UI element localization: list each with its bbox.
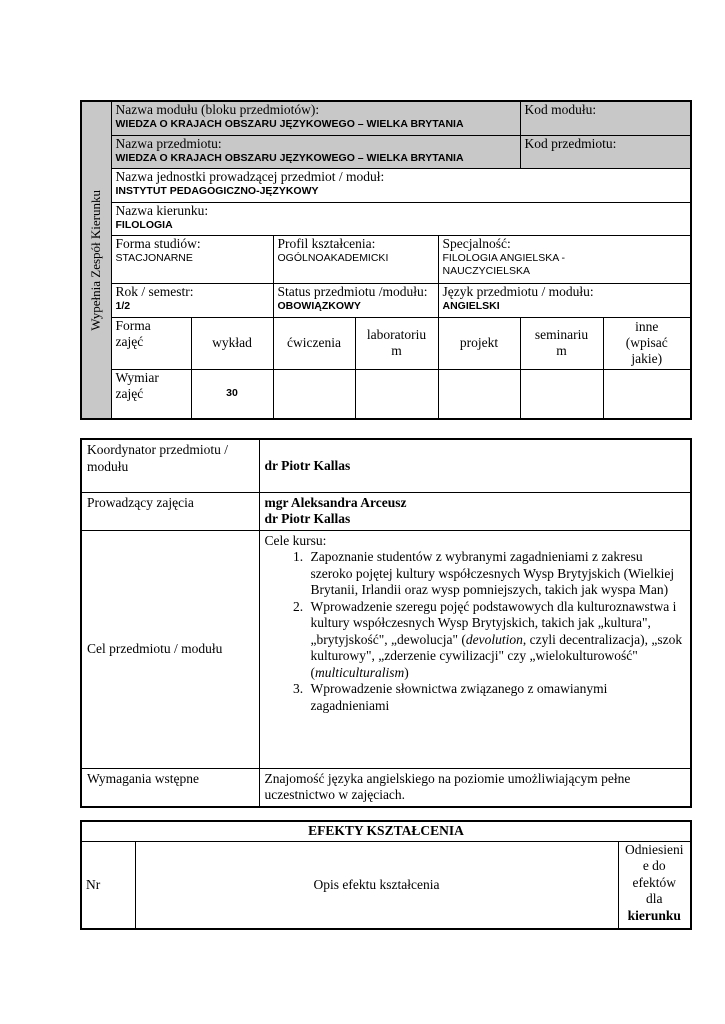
- prereq-label: Wymagania wstępne: [81, 768, 259, 807]
- profile-value: OGÓLNOAKADEMICKI: [277, 251, 389, 264]
- col-other-line-3: jakie): [631, 351, 663, 366]
- col-seminar-line-1: seminariu: [534, 327, 589, 342]
- subject-name-cell: [111, 135, 520, 168]
- year-label: Rok / semestr:: [115, 283, 194, 299]
- specialty-label: Specjalność:: [442, 235, 511, 251]
- teacher-2: dr Piotr Kallas: [264, 511, 351, 526]
- status-label: Status przedmiotu /modułu:: [277, 283, 428, 299]
- module-name-cell: [111, 101, 520, 135]
- goals-heading: Cele kursu:: [264, 532, 327, 548]
- hours-label-line-2: zajęć: [115, 385, 144, 401]
- hours-label-cell: [111, 369, 191, 419]
- field-value: FILOLOGIA: [115, 218, 173, 231]
- module-name-label: Nazwa modułu (bloku przedmiotów):: [115, 102, 320, 117]
- goal-label: Cel przedmiotu / modułu: [81, 530, 259, 768]
- subject-name-value: WIEDZA O KRAJACH OBSZARU JĘZYKOWEGO – WIELKA BRYTANIA: [115, 151, 464, 164]
- specialty-cell: [438, 235, 691, 283]
- subject-code-label: Kod przedmiotu:: [524, 135, 617, 151]
- unit-cell: [111, 168, 691, 202]
- module-code-cell: [520, 101, 691, 135]
- hours-other: [603, 369, 691, 419]
- subject-code-cell: [520, 135, 691, 168]
- language-cell: [438, 283, 691, 317]
- col-other-line-1: inne: [635, 319, 659, 334]
- goals-list: [265, 549, 686, 714]
- coordinator-label-line-1: Koordynator przedmiotu /: [87, 442, 228, 457]
- unit-label: Nazwa jednostki prowadzącej przedmiot / moduł:: [115, 168, 385, 184]
- module-code-label: Kod modułu:: [524, 102, 597, 117]
- goal-item-1: 1. Zapoznanie studentów z wybranymi zagadnieniami z zakresu szeroko pojętej kultury współczesnych Wysp Brytyjskich (Wielkiej Brytanii, Irlandii oraz wysp pomniejszych, takich jak wyspa Man): [307, 549, 686, 599]
- field-label: Nazwa kierunku:: [115, 202, 209, 218]
- col-lab-cell: [355, 317, 438, 369]
- study-form-value: STACJONARNE: [115, 251, 193, 264]
- coordinator-label-line-2: modułu: [87, 458, 129, 474]
- col-exercises: ćwiczenia: [273, 317, 355, 369]
- col-other-line-2: (wpisać: [625, 335, 668, 350]
- teachers-label: Prowadzący zajęcia: [81, 492, 259, 530]
- col-seminar-cell: [520, 317, 603, 369]
- col-lab-line-1: laboratoriu: [366, 327, 427, 342]
- status-cell: [273, 283, 438, 317]
- forms-label-line-1: Forma: [115, 317, 151, 333]
- col-ref-line-3: efektów: [632, 874, 676, 890]
- teachers-cell: [259, 492, 691, 530]
- subject-name-label: Nazwa przedmiotu:: [115, 135, 222, 151]
- hours-exercises: [273, 369, 355, 419]
- side-label-cell: [81, 101, 111, 419]
- language-value: ANGIELSKI: [442, 299, 500, 312]
- col-reference-cell: [618, 841, 691, 929]
- year-value: 1/2: [115, 299, 131, 312]
- teacher-1: mgr Aleksandra Arceusz: [264, 494, 407, 510]
- field-cell: [111, 202, 691, 235]
- unit-value: INSTYTUT PEDAGOGICZNO-JĘZYKOWY: [115, 184, 319, 197]
- outcomes-title: EFEKTY KSZTAŁCENIA: [81, 821, 691, 841]
- prereq-value: Znajomość języka angielskiego na poziomie umożliwiającym pełne uczestnictwo w zajęciach.: [259, 768, 691, 807]
- hours-project: [438, 369, 520, 419]
- study-form-label: Forma studiów:: [115, 235, 201, 251]
- col-ref-line-4: dla: [646, 891, 663, 906]
- hours-lecture: 30: [191, 369, 273, 419]
- col-ref-line-5: kierunku: [627, 907, 681, 923]
- forms-label-cell: [111, 317, 191, 369]
- module-info-table: [80, 100, 692, 420]
- col-nr: Nr: [81, 841, 135, 929]
- specialty-value-line-2: NAUCZYCIELSKA: [442, 264, 531, 277]
- module-name-value: WIEDZA O KRAJACH OBSZARU JĘZYKOWEGO – WIELKA BRYTANIA: [115, 118, 464, 130]
- year-cell: [111, 283, 273, 317]
- coordinator-label-cell: [81, 439, 259, 492]
- col-seminar-line-2: m: [556, 343, 567, 358]
- col-ref-line-1: Odniesieni: [625, 841, 684, 857]
- forms-label-line-2: zajęć: [115, 333, 144, 349]
- col-project: projekt: [438, 317, 520, 369]
- profile-label: Profil kształcenia:: [277, 235, 376, 251]
- goals-cell: [259, 530, 691, 768]
- outcomes-table: [80, 820, 692, 930]
- col-other-cell: [603, 317, 691, 369]
- hours-seminar: [520, 369, 603, 419]
- specialty-value-line-1: FILOLOGIA ANGIELSKA -: [442, 251, 566, 264]
- hours-label-line-1: Wymiar: [115, 369, 159, 385]
- col-lab-line-2: m: [391, 343, 402, 358]
- status-value: OBOWIĄZKOWY: [277, 299, 361, 312]
- course-details-table: [80, 438, 692, 808]
- profile-cell: [273, 235, 438, 283]
- goal-item-3: 3. Wprowadzenie słownictwa związanego z omawianymi zagadnieniami: [307, 681, 686, 714]
- hours-lab: [355, 369, 438, 419]
- col-description: Opis efektu kształcenia: [135, 841, 618, 929]
- study-form-cell: [111, 235, 273, 283]
- goal-item-2: 2. Wprowadzenie szeregu pojęć podstawowych dla kulturoznawstwa i kultury współczesnych Wysp Brytyjskich, takich jak „kultura", „brytyjskość", „dewolucja" (devolution, czyli decentralizacja), „szok kulturowy", „zderzenie cywilizacji" czy „wielokulturowość" (multiculturalism): [307, 599, 686, 682]
- col-lecture: wykład: [191, 317, 273, 369]
- coordinator-value: dr Piotr Kallas: [259, 439, 691, 492]
- language-label: Język przedmiotu / modułu:: [442, 283, 594, 299]
- side-label: Wypełnia Zespół Kierunku: [88, 189, 104, 331]
- col-ref-line-2: e do: [642, 858, 666, 873]
